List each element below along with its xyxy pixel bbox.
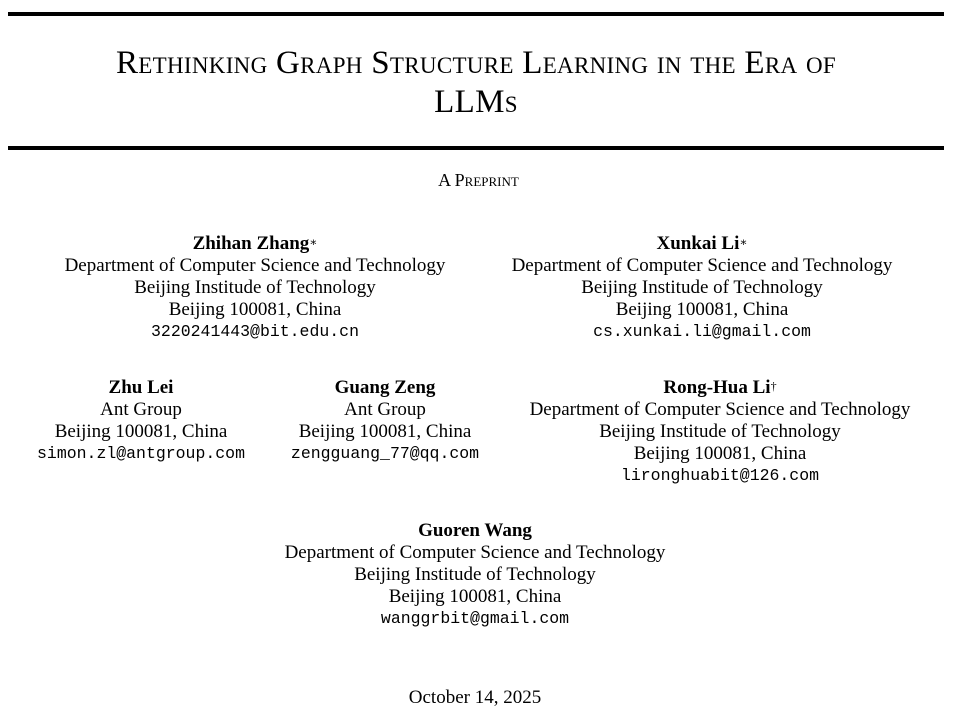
- paper-title-line-2: LLMs: [434, 84, 518, 120]
- author-block-guoren-wang: [250, 520, 700, 630]
- author-address: Beijing 100081, China: [388, 586, 562, 607]
- author-email[interactable]: wanggrbit@gmail.com: [380, 609, 570, 628]
- author-affiliation: Ant Group: [344, 399, 426, 420]
- author-affiliation: Department of Computer Science and Technology: [529, 399, 911, 420]
- paper-title-line-1: Rethinking Graph Structure Learning in the Era of: [116, 45, 836, 81]
- author-name: Rong-Hua Li: [663, 377, 771, 398]
- author-address: Beijing 100081, China: [633, 443, 807, 464]
- author-email[interactable]: zengguang_77@qq.com: [290, 444, 480, 463]
- author-address: Beijing 100081, China: [615, 299, 789, 320]
- author-block-zhu-lei: [26, 377, 256, 465]
- author-name: Zhihan Zhang: [192, 233, 310, 254]
- author-block-rong-hua-li: [495, 377, 945, 487]
- author-address: Beijing 100081, China: [168, 299, 342, 320]
- author-name: Guoren Wang: [418, 520, 532, 541]
- author-email[interactable]: 3220241443@bit.edu.cn: [151, 322, 359, 341]
- author-name: Guang Zeng: [334, 377, 436, 398]
- author-address: Beijing 100081, China: [54, 421, 228, 442]
- author-footnote-mark: ∗: [739, 235, 748, 249]
- author-block-xunkai-li: [477, 233, 927, 343]
- paper-date: October 14, 2025: [408, 687, 542, 708]
- author-affiliation: Department of Computer Science and Technology: [64, 255, 446, 276]
- author-affiliation: Ant Group: [100, 399, 182, 420]
- author-address: Beijing 100081, China: [298, 421, 472, 442]
- author-affiliation: Department of Computer Science and Technology: [511, 255, 893, 276]
- paper-subtitle: A Preprint: [438, 170, 519, 190]
- author-name: Xunkai Li: [656, 233, 740, 254]
- author-affiliation: Department of Computer Science and Technology: [284, 542, 666, 563]
- author-institute: Beijing Institude of Technology: [354, 564, 596, 585]
- author-block-zhihan-zhang: [30, 233, 480, 343]
- author-footnote-mark: †: [770, 379, 777, 393]
- title-top-rule: [8, 12, 944, 16]
- author-institute: Beijing Institude of Technology: [599, 421, 841, 442]
- title-bottom-rule: [8, 146, 944, 150]
- paper-title: [8, 44, 944, 122]
- author-block-guang-zeng: [270, 377, 500, 465]
- author-institute: Beijing Institude of Technology: [134, 277, 376, 298]
- author-footnote-mark: ∗: [309, 235, 318, 249]
- author-email[interactable]: simon.zl@antgroup.com: [37, 444, 245, 463]
- author-institute: Beijing Institude of Technology: [581, 277, 823, 298]
- author-name: Zhu Lei: [108, 377, 174, 398]
- author-email[interactable]: cs.xunkai.li@gmail.com: [593, 322, 811, 341]
- author-email[interactable]: lironghuabit@126.com: [620, 466, 820, 485]
